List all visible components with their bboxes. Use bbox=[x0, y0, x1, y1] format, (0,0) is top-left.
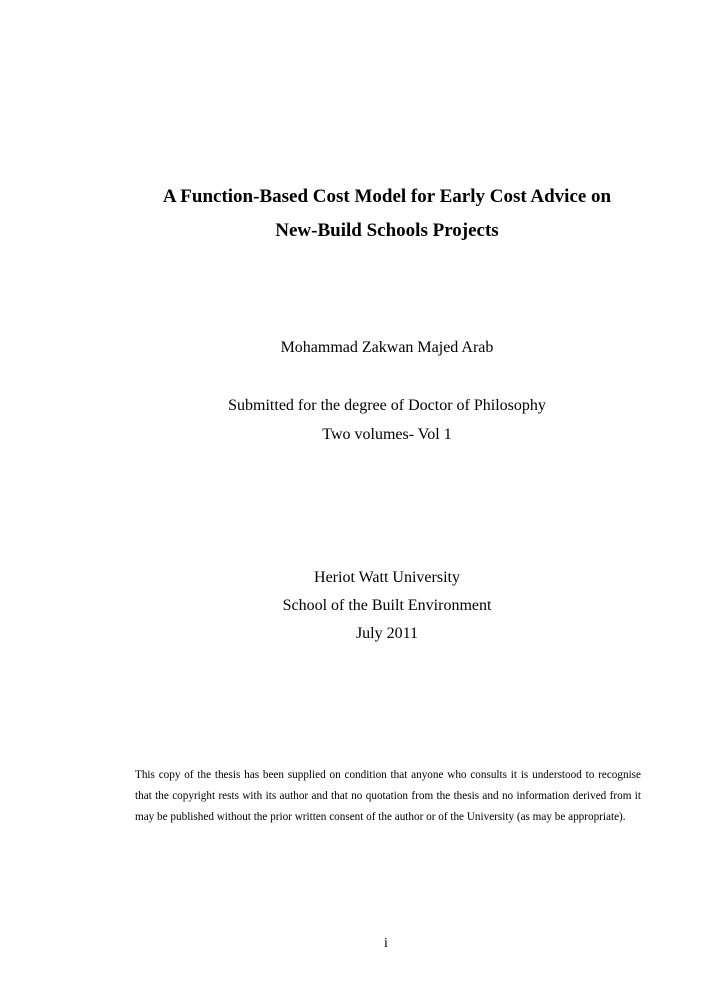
page-number: i bbox=[384, 936, 388, 951]
volume-statement: Two volumes- Vol 1 bbox=[322, 426, 452, 443]
degree-statement: Submitted for the degree of Doctor of Philosophy bbox=[228, 397, 546, 414]
author-name: Mohammad Zakwan Majed Arab bbox=[280, 339, 494, 356]
submission-date: July 2011 bbox=[355, 625, 419, 642]
copyright-notice: This copy of the thesis has been supplied on condition that anyone who consults it is understood to recognise that the copyright rests with its author and that no quotation from the thesis and no information derived from it may be published without the prior written consent of the author or of the University (as may be appropriate). bbox=[135, 769, 641, 823]
thesis-title-line-2: New-Build Schools Projects bbox=[275, 220, 499, 241]
thesis-title-line-1: A Function-Based Cost Model for Early Cost Advice on bbox=[162, 186, 612, 207]
school-name: School of the Built Environment bbox=[282, 597, 492, 614]
university-name: Heriot Watt University bbox=[314, 569, 460, 586]
